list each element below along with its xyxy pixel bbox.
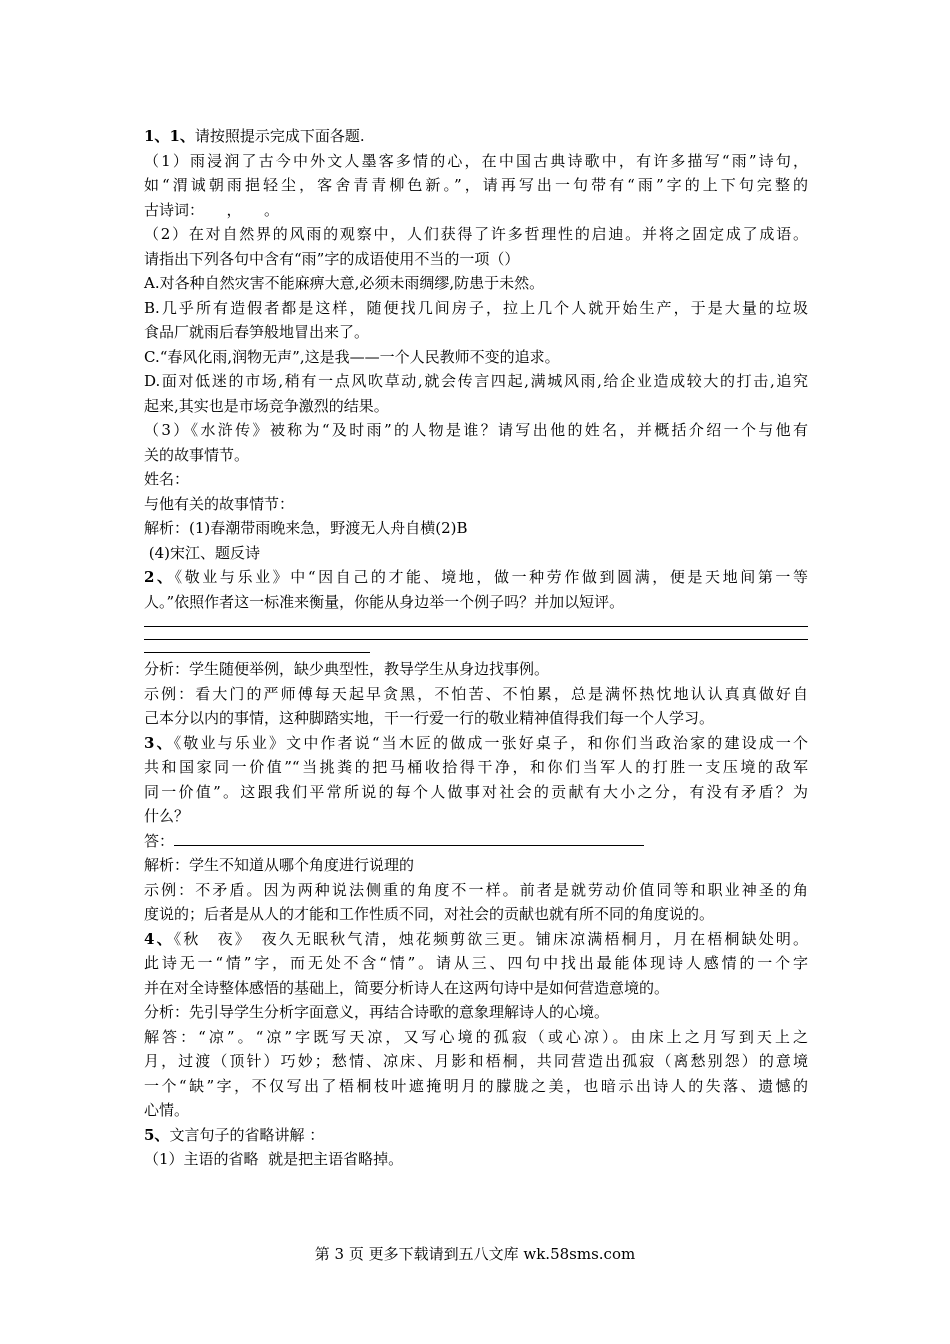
document-body bbox=[144, 124, 808, 1172]
q3-example-line2: 度说的；后者是从人的才能和工作性质不同，对社会的贡献也就有所不同的角度说的。 bbox=[144, 905, 715, 923]
q5-heading bbox=[144, 1123, 808, 1148]
q4-answer-line3: 一个“缺”字，不仅写出了梧桐枝叶遮掩明月的朦胧之美，也暗示出诗人的失落、遗憾的 bbox=[144, 1076, 808, 1095]
q3-example-line1: 示例：不矛盾。因为两种说法侧重的角度不一样。前者是就劳动价值同等和职业神圣的角 bbox=[144, 880, 808, 899]
q2-answer-line-3 bbox=[144, 652, 370, 653]
q4-text-line1: 《秋 夜》 夜久无眠秋气清，烛花频剪欲三更。铺床凉满梧桐月，月在梧桐缺处明。 bbox=[173, 929, 809, 948]
q3-answer-row bbox=[144, 829, 808, 854]
q1-option-d-line1: D.面对低迷的市场,稍有一点风吹草动,就会传言四起,满城风雨,给企业造成较大的打击,追究 bbox=[144, 372, 808, 390]
q4-answer-line2: 月，过渡（顶针）巧妙；愁情、凉床、月影和梧桐，共同营造出孤寂（离愁别怨）的意境 bbox=[144, 1052, 808, 1070]
q1-number: 1、 bbox=[144, 127, 170, 145]
q4-analysis: 分析：先引导学生分析字面意义，再结合诗歌的意象理解诗人的心境。 bbox=[144, 1003, 610, 1021]
q1-part3-line2: 关的故事情节。 bbox=[144, 445, 250, 464]
q2-answer-line-2 bbox=[144, 639, 808, 640]
q3-line1 bbox=[144, 731, 808, 756]
q3-answer-blank bbox=[174, 831, 644, 846]
q1-option-b-line1: B.几乎所有造假者都是这样，随便找几间房子，拉上几个人就开始生产，于是大量的垃圾 bbox=[144, 298, 808, 317]
q3-number: 3、 bbox=[144, 733, 174, 752]
q2-line1 bbox=[144, 565, 808, 590]
q2-number: 2、 bbox=[144, 568, 175, 586]
q5-line1: （1）主语的省略 就是把主语省略掉。 bbox=[144, 1150, 404, 1168]
q1-part1-line3: 古诗词： ， 。 bbox=[144, 200, 280, 219]
q1-option-a: A.对各种自然灾害不能麻痹大意,必须未雨绸缪,防患于未然。 bbox=[144, 274, 545, 292]
q1-name-label: 姓名： bbox=[144, 470, 190, 488]
q4-line3: 并在对全诗整体感悟的基础上，简要分析诗人在这两句诗中是如何营造意境的。 bbox=[144, 978, 670, 997]
q1-part2-line2: 请指出下列各句中含有“雨”字的成语使用不当的一项（） bbox=[144, 249, 520, 268]
q5-number: 5、 bbox=[144, 1125, 170, 1144]
q4-answer-line1: 解答：“凉”。“凉”字既写天凉，又写心境的孤寂（或心凉）。由床上之月写到天上之 bbox=[144, 1027, 808, 1046]
q3-line4: 什么？ bbox=[144, 807, 190, 825]
q2-text-line1: 《敬业与乐业》中“因自己的才能、境地，做一种劳作做到圆满，便是天地间第一等 bbox=[174, 568, 808, 586]
q1-analysis-line2: (4)宋江、题反诗 bbox=[144, 543, 261, 562]
q4-line2: 此诗无一“情”字，而无处不含“情”。请从三、四句中找出最能体现诗人感情的一个字 bbox=[144, 954, 808, 972]
q1-story-label: 与他有关的故事情节： bbox=[144, 494, 295, 513]
q3-line2: 共和国家同一价值”“当挑粪的把马桶收拾得干净，和你们当军人的打胜一支压境的敌军 bbox=[144, 758, 808, 776]
q1-title: 请按照提示完成下面各题. bbox=[194, 127, 365, 145]
q3-text-line1: 《敬业与乐业》文中作者说“当木匠的做成一张好桌子，和你们当政治家的建设成一个 bbox=[173, 733, 808, 752]
q3-answer-label: 答： bbox=[144, 831, 175, 850]
q1-option-b-line2: 食品厂就雨后春笋般地冒出来了。 bbox=[144, 323, 370, 341]
q1-option-d-line2: 起来,其实也是市场竞争激烈的结果。 bbox=[144, 396, 389, 415]
q4-answer-line4: 心情。 bbox=[144, 1101, 190, 1119]
q1-part1-line2: 如“渭诚朝雨挹轻尘，客舍青青柳色新。”，请再写出一句带有“雨”字的上下句完整的 bbox=[144, 176, 808, 194]
q1-heading bbox=[144, 124, 808, 149]
page-footer: 第 3 页 更多下载请到五八文库 wk.58sms.com bbox=[314, 1245, 636, 1263]
q2-example-line1: 示例：看大门的严师傅每天起早贪黑，不怕苦、不怕累，总是满怀热忱地认认真真做好自 bbox=[144, 684, 808, 703]
q4-number: 4、 bbox=[144, 929, 174, 948]
q4-line1 bbox=[144, 927, 808, 952]
q3-analysis: 解析：学生不知道从哪个角度进行说理的 bbox=[144, 856, 415, 874]
q2-example-line2: 己本分以内的事情，这种脚踏实地，干一行爱一行的敬业精神值得我们每一个人学习。 bbox=[144, 709, 715, 727]
q1-option-c: C.“春风化雨,润物无声”,这是我——一个人民教师不变的追求。 bbox=[144, 347, 560, 366]
q5-title: 文言句子的省略讲解 ： bbox=[169, 1125, 325, 1144]
q1-analysis-line1: 解析：(1)春潮带雨晚来急，野渡无人舟自横(2)B bbox=[144, 519, 468, 537]
q1-number-repeat: 1、 bbox=[169, 127, 195, 145]
q3-line3: 同一价值”。这跟我们平常所说的每个人做事对社会的贡献有大小之分，有没有矛盾？为 bbox=[144, 782, 808, 801]
q1-part2-line1: （2）在对自然界的风雨的观察中，人们获得了许多哲理性的启迪。并将之固定成了成语。 bbox=[144, 225, 808, 243]
q2-line2: 人。”依照作者这一标准来衡量，你能从身边举一个例子吗？并加以短评。 bbox=[144, 592, 625, 611]
q2-analysis: 分析：学生随便举例，缺少典型性，教导学生从身边找事例。 bbox=[144, 660, 550, 678]
q1-part3-line1: （3）《水浒传》被称为“及时雨”的人物是谁？请写出他的姓名，并概括介绍一个与他有 bbox=[144, 421, 808, 439]
q1-part1-line1: （1）雨浸润了古今中外文人墨客多情的心，在中国古典诗歌中，有许多描写“雨”诗句， bbox=[144, 151, 808, 170]
q2-answer-line-1 bbox=[144, 626, 808, 627]
